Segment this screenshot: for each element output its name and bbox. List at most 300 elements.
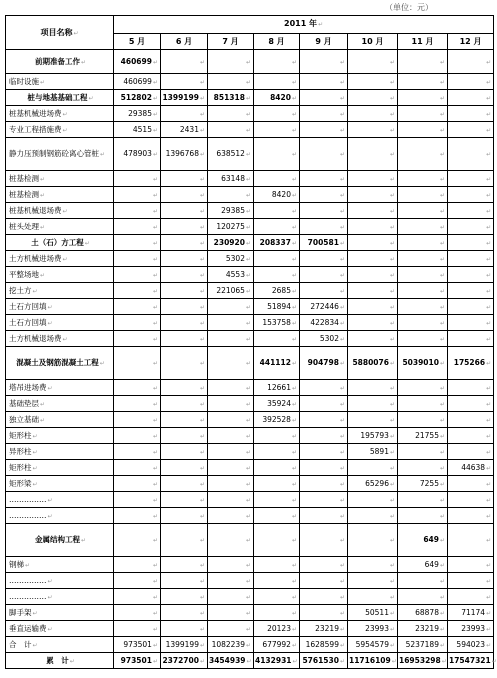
value-cell <box>208 74 254 90</box>
cell-end-mark: ↵ <box>291 400 297 408</box>
value-cell <box>448 476 494 492</box>
value-cell <box>254 444 300 460</box>
cell-end-mark: ↵ <box>152 151 158 158</box>
cell-end-mark: ↵ <box>389 432 395 440</box>
cell-end-mark: ↵ <box>152 625 158 633</box>
cell-end-mark: ↵ <box>152 400 158 408</box>
cell-end-mark: ↵ <box>339 625 345 633</box>
row-label: 矩形柱↵ <box>6 460 114 476</box>
value-cell <box>208 299 254 315</box>
cell-end-mark: ↵ <box>291 287 297 295</box>
cell-end-mark: ↵ <box>199 480 205 488</box>
table-row <box>6 50 494 74</box>
value-cell <box>448 315 494 331</box>
cell-end-mark: ↵ <box>486 360 492 367</box>
value-cell <box>398 251 448 267</box>
value-cell <box>448 283 494 299</box>
value-cell: 17547321↵ <box>448 653 494 669</box>
value-cell <box>114 412 161 428</box>
value-cell: 5302↵ <box>208 251 254 267</box>
cell-end-mark: ↵ <box>291 94 297 102</box>
cell-end-mark: ↵ <box>439 512 445 520</box>
cell-end-mark: ↵ <box>291 110 297 118</box>
value-cell <box>300 50 348 74</box>
cell-end-mark: ↵ <box>439 384 445 392</box>
cell-end-mark: ↵ <box>439 78 445 86</box>
value-cell <box>114 171 161 187</box>
cell-end-mark: ↵ <box>389 207 395 215</box>
cell-end-mark: ↵ <box>486 58 492 66</box>
cell-end-mark: ↵ <box>32 609 38 617</box>
value-cell <box>254 138 300 171</box>
value-cell <box>398 315 448 331</box>
cell-end-mark: ↵ <box>245 537 251 544</box>
cell-end-mark: ↵ <box>47 303 53 311</box>
value-cell <box>448 203 494 219</box>
cell-end-mark: ↵ <box>152 537 158 544</box>
value-cell <box>208 315 254 331</box>
cell-end-mark: ↵ <box>439 416 445 424</box>
cell-end-mark: ↵ <box>199 400 205 408</box>
cell-end-mark: ↵ <box>245 641 251 649</box>
value-cell: 35924↵ <box>254 396 300 412</box>
value-cell: 63148↵ <box>208 171 254 187</box>
cell-end-mark: ↵ <box>291 239 297 247</box>
cell-end-mark: ↵ <box>199 207 205 215</box>
row-label: 专业工程措施费↵ <box>6 122 114 138</box>
row-label: 静力压预制钢筋砼离心管桩↵ <box>6 138 114 171</box>
cell-end-mark: ↵ <box>245 448 251 456</box>
value-cell: 1082239↵ <box>208 637 254 653</box>
value-cell <box>161 267 208 283</box>
cell-end-mark: ↵ <box>486 239 492 247</box>
cell-end-mark: ↵ <box>291 577 297 585</box>
value-cell: 4132931↵ <box>254 653 300 669</box>
value-cell <box>300 203 348 219</box>
value-cell: 120275↵ <box>208 219 254 235</box>
value-cell <box>300 412 348 428</box>
value-cell <box>448 50 494 74</box>
cell-end-mark: ↵ <box>339 271 345 279</box>
value-cell <box>348 187 398 203</box>
value-cell <box>448 267 494 283</box>
value-cell <box>398 380 448 396</box>
value-cell <box>254 251 300 267</box>
cell-end-mark: ↵ <box>439 287 445 295</box>
month-header: 9 月 <box>300 33 348 50</box>
table-row <box>6 428 494 444</box>
cell-end-mark: ↵ <box>439 191 445 199</box>
cell-end-mark: ↵ <box>439 151 445 158</box>
value-cell <box>300 171 348 187</box>
cell-end-mark: ↵ <box>199 432 205 440</box>
value-cell <box>348 460 398 476</box>
value-cell <box>448 138 494 171</box>
value-cell <box>398 90 448 106</box>
cell-end-mark: ↵ <box>291 561 297 569</box>
value-cell <box>448 557 494 573</box>
cell-end-mark: ↵ <box>152 496 158 504</box>
value-cell <box>300 428 348 444</box>
cell-end-mark: ↵ <box>291 384 297 392</box>
value-cell <box>161 380 208 396</box>
value-cell <box>398 492 448 508</box>
cell-end-mark: ↵ <box>339 384 345 392</box>
cell-end-mark: ↵ <box>486 303 492 311</box>
cell-end-mark: ↵ <box>152 609 158 617</box>
cell-end-mark: ↵ <box>389 126 395 134</box>
value-cell <box>114 267 161 283</box>
cell-end-mark: ↵ <box>152 432 158 440</box>
cell-end-mark: ↵ <box>152 480 158 488</box>
cell-end-mark: ↵ <box>47 577 53 585</box>
value-cell <box>114 187 161 203</box>
cell-end-mark: ↵ <box>486 207 492 215</box>
cell-end-mark: ↵ <box>486 432 492 440</box>
value-cell: 422834↵ <box>300 315 348 331</box>
month-header: 12 月 <box>448 33 494 50</box>
value-cell: 12661↵ <box>254 380 300 396</box>
value-cell <box>161 508 208 524</box>
cell-end-mark: ↵ <box>291 335 297 343</box>
cell-end-mark: ↵ <box>486 126 492 134</box>
value-cell: 700581↵ <box>300 235 348 251</box>
cell-end-mark: ↵ <box>389 94 395 102</box>
cell-end-mark: ↵ <box>199 319 205 327</box>
cell-end-mark: ↵ <box>99 360 105 367</box>
value-cell <box>208 396 254 412</box>
value-cell: 649↵ <box>398 524 448 557</box>
value-cell <box>254 171 300 187</box>
monthly-cost-table <box>5 15 497 669</box>
cell-end-mark: ↵ <box>47 512 53 520</box>
value-cell <box>448 573 494 589</box>
cell-end-mark: ↵ <box>199 223 205 231</box>
cell-end-mark: ↵ <box>339 609 345 617</box>
value-cell <box>348 50 398 74</box>
value-cell: 441112↵ <box>254 347 300 380</box>
cell-end-mark: ↵ <box>291 360 297 367</box>
value-cell: 1396768↵ <box>161 138 208 171</box>
value-cell <box>114 283 161 299</box>
value-cell <box>398 396 448 412</box>
value-cell <box>208 460 254 476</box>
value-cell <box>448 380 494 396</box>
month-header: 5 月 <box>114 33 161 50</box>
table-row <box>6 621 494 637</box>
value-cell <box>300 460 348 476</box>
value-cell <box>348 557 398 573</box>
cell-end-mark: ↵ <box>486 384 492 392</box>
value-cell <box>300 219 348 235</box>
row-label: 独立基础↵ <box>6 412 114 428</box>
table-row <box>6 171 494 187</box>
cell-end-mark: ↵ <box>62 110 68 118</box>
value-cell <box>300 74 348 90</box>
value-cell <box>161 219 208 235</box>
cell-end-mark: ↵ <box>439 625 445 633</box>
table-row <box>6 444 494 460</box>
row-label: 桩基机械退场费↵ <box>6 203 114 219</box>
value-cell <box>114 380 161 396</box>
value-cell <box>300 508 348 524</box>
cell-end-mark: ↵ <box>439 537 445 544</box>
cell-end-mark: ↵ <box>486 496 492 504</box>
value-cell <box>398 122 448 138</box>
value-cell <box>161 492 208 508</box>
value-cell: 5954579↵ <box>348 637 398 653</box>
table-row <box>6 267 494 283</box>
cell-end-mark: ↵ <box>245 223 251 231</box>
table-row <box>6 283 494 299</box>
value-cell <box>254 460 300 476</box>
value-cell <box>254 203 300 219</box>
value-cell: 460699↵ <box>114 50 161 74</box>
value-cell <box>300 106 348 122</box>
value-cell <box>208 621 254 637</box>
cell-end-mark: ↵ <box>199 303 205 311</box>
value-cell: 5761530↵ <box>300 653 348 669</box>
cell-end-mark: ↵ <box>291 609 297 617</box>
cell-end-mark: ↵ <box>389 480 395 488</box>
table-body <box>6 50 497 669</box>
cell-end-mark: ↵ <box>439 303 445 311</box>
cell-end-mark: ↵ <box>339 537 345 544</box>
value-cell <box>208 380 254 396</box>
value-cell: 649↵ <box>398 557 448 573</box>
cell-end-mark: ↵ <box>152 223 158 231</box>
value-cell <box>254 524 300 557</box>
row-label: 桩与地基基础工程↵ <box>6 90 114 106</box>
value-cell <box>300 476 348 492</box>
cell-end-mark: ↵ <box>245 480 251 488</box>
value-cell <box>398 106 448 122</box>
row-label: 矩形梁↵ <box>6 476 114 492</box>
table-row <box>6 557 494 573</box>
cell-end-mark: ↵ <box>486 593 492 601</box>
row-label: 土方机械进场费↵ <box>6 251 114 267</box>
value-cell <box>398 235 448 251</box>
value-cell <box>161 589 208 605</box>
value-cell <box>348 524 398 557</box>
cell-end-mark: ↵ <box>245 416 251 424</box>
cell-end-mark: ↵ <box>32 641 38 649</box>
value-cell: 153758↵ <box>254 315 300 331</box>
value-cell <box>114 347 161 380</box>
cell-end-mark: ↵ <box>245 175 251 183</box>
cell-end-mark: ↵ <box>339 207 345 215</box>
cell-end-mark: ↵ <box>486 175 492 183</box>
cost-table-container <box>5 15 497 669</box>
cell-end-mark: ↵ <box>245 512 251 520</box>
cell-end-mark: ↵ <box>389 335 395 343</box>
cell-end-mark: ↵ <box>199 360 205 367</box>
table-row <box>6 347 494 380</box>
table-row <box>6 235 494 251</box>
cell-end-mark: ↵ <box>245 464 251 472</box>
cell-end-mark: ↵ <box>199 175 205 183</box>
cell-end-mark: ↵ <box>291 175 297 183</box>
cell-end-mark: ↵ <box>152 561 158 569</box>
value-cell <box>398 412 448 428</box>
row-label: 基础垫层↵ <box>6 396 114 412</box>
table-row <box>6 122 494 138</box>
value-cell <box>161 171 208 187</box>
value-cell <box>348 235 398 251</box>
value-cell: 512802↵ <box>114 90 161 106</box>
value-cell <box>208 106 254 122</box>
cell-end-mark: ↵ <box>389 191 395 199</box>
value-cell: 7255↵ <box>398 476 448 492</box>
value-cell: 208337↵ <box>254 235 300 251</box>
cell-end-mark: ↵ <box>389 496 395 504</box>
value-cell <box>398 50 448 74</box>
value-cell <box>398 460 448 476</box>
cell-end-mark: ↵ <box>439 496 445 504</box>
row-label: 土方机械退场费↵ <box>6 331 114 347</box>
cell-end-mark: ↵ <box>40 191 46 199</box>
cell-end-mark: ↵ <box>245 400 251 408</box>
unit-note: （单位：元） <box>385 3 433 12</box>
value-cell <box>448 171 494 187</box>
cell-end-mark: ↵ <box>245 609 251 617</box>
value-cell <box>348 283 398 299</box>
cell-end-mark: ↵ <box>389 110 395 118</box>
value-cell: 272446↵ <box>300 299 348 315</box>
value-cell <box>348 492 398 508</box>
value-cell <box>208 444 254 460</box>
value-cell: 594023↵ <box>448 637 494 653</box>
row-label: 异形柱↵ <box>6 444 114 460</box>
cell-end-mark: ↵ <box>439 207 445 215</box>
cell-end-mark: ↵ <box>32 480 38 488</box>
value-cell <box>254 267 300 283</box>
cell-end-mark: ↵ <box>152 110 158 118</box>
value-cell <box>398 508 448 524</box>
value-cell <box>254 106 300 122</box>
value-cell <box>300 90 348 106</box>
cell-end-mark: ↵ <box>291 255 297 263</box>
cell-end-mark: ↵ <box>245 207 251 215</box>
cell-end-mark: ↵ <box>152 303 158 311</box>
cell-end-mark: ↵ <box>439 255 445 263</box>
cell-end-mark: ↵ <box>439 239 445 247</box>
cell-end-mark: ↵ <box>291 625 297 633</box>
cell-end-mark: ↵ <box>439 561 445 569</box>
cell-end-mark: ↵ <box>486 625 492 633</box>
value-cell: 5237189↵ <box>398 637 448 653</box>
value-cell <box>254 476 300 492</box>
cell-end-mark: ↵ <box>199 287 205 295</box>
cell-end-mark: ↵ <box>199 416 205 424</box>
value-cell <box>161 331 208 347</box>
value-cell <box>448 235 494 251</box>
value-cell: 5891↵ <box>348 444 398 460</box>
value-cell <box>114 235 161 251</box>
cell-end-mark: ↵ <box>389 641 395 649</box>
cell-end-mark: ↵ <box>389 271 395 279</box>
value-cell <box>114 219 161 235</box>
value-cell <box>208 492 254 508</box>
cell-end-mark: ↵ <box>389 319 395 327</box>
cell-end-mark: ↵ <box>291 432 297 440</box>
cell-end-mark: ↵ <box>291 207 297 215</box>
cell-end-mark: ↵ <box>389 537 395 544</box>
cell-end-mark: ↵ <box>339 58 345 66</box>
value-cell <box>161 476 208 492</box>
month-header: 7 月 <box>208 33 254 50</box>
cell-end-mark: ↵ <box>152 255 158 263</box>
value-cell <box>398 283 448 299</box>
value-cell <box>114 621 161 637</box>
value-cell <box>398 331 448 347</box>
value-cell <box>448 492 494 508</box>
value-cell <box>300 396 348 412</box>
cell-end-mark: ↵ <box>199 151 205 158</box>
cell-end-mark: ↵ <box>199 191 205 199</box>
value-cell: 23993↵ <box>348 621 398 637</box>
cell-end-mark: ↵ <box>291 448 297 456</box>
cell-end-mark: ↵ <box>439 480 445 488</box>
row-label: 桩头处理↵ <box>6 219 114 235</box>
value-cell <box>161 299 208 315</box>
value-cell <box>300 605 348 621</box>
cell-end-mark: ↵ <box>339 512 345 520</box>
cell-end-mark: ↵ <box>199 496 205 504</box>
value-cell: 904798↵ <box>300 347 348 380</box>
row-label: 挖土方↵ <box>6 283 114 299</box>
cell-end-mark: ↵ <box>152 360 158 367</box>
cell-end-mark: ↵ <box>389 303 395 311</box>
value-cell <box>208 476 254 492</box>
row-label: 塔吊进场费↵ <box>6 380 114 396</box>
table-row <box>6 492 494 508</box>
row-label: 矩形柱↵ <box>6 428 114 444</box>
row-label: 钢梯↵ <box>6 557 114 573</box>
cell-end-mark: ↵ <box>152 126 158 134</box>
cell-end-mark: ↵ <box>152 641 158 649</box>
cell-end-mark: ↵ <box>439 94 445 102</box>
cell-end-mark: ↵ <box>486 151 492 158</box>
value-cell: 8420↵ <box>254 90 300 106</box>
value-cell <box>208 187 254 203</box>
value-cell <box>208 589 254 605</box>
row-label: 混凝土及钢筋混凝土工程↵ <box>6 347 114 380</box>
cell-end-mark: ↵ <box>339 191 345 199</box>
cell-end-mark: ↵ <box>339 223 345 231</box>
value-cell <box>448 299 494 315</box>
cell-end-mark: ↵ <box>199 271 205 279</box>
cell-end-mark: ↵ <box>389 464 395 472</box>
cell-end-mark: ↵ <box>389 175 395 183</box>
cell-end-mark: ↵ <box>47 319 53 327</box>
value-cell <box>254 508 300 524</box>
value-cell <box>161 347 208 380</box>
value-cell <box>448 90 494 106</box>
cell-end-mark: ↵ <box>291 416 297 424</box>
cell-end-mark: ↵ <box>339 319 345 327</box>
value-cell <box>114 251 161 267</box>
cell-end-mark: ↵ <box>80 537 87 544</box>
cell-end-mark: ↵ <box>486 255 492 263</box>
value-cell <box>398 74 448 90</box>
value-cell <box>254 428 300 444</box>
value-cell <box>208 605 254 621</box>
value-cell <box>348 331 398 347</box>
cell-end-mark: ↵ <box>245 593 251 601</box>
value-cell <box>161 460 208 476</box>
value-cell <box>348 508 398 524</box>
